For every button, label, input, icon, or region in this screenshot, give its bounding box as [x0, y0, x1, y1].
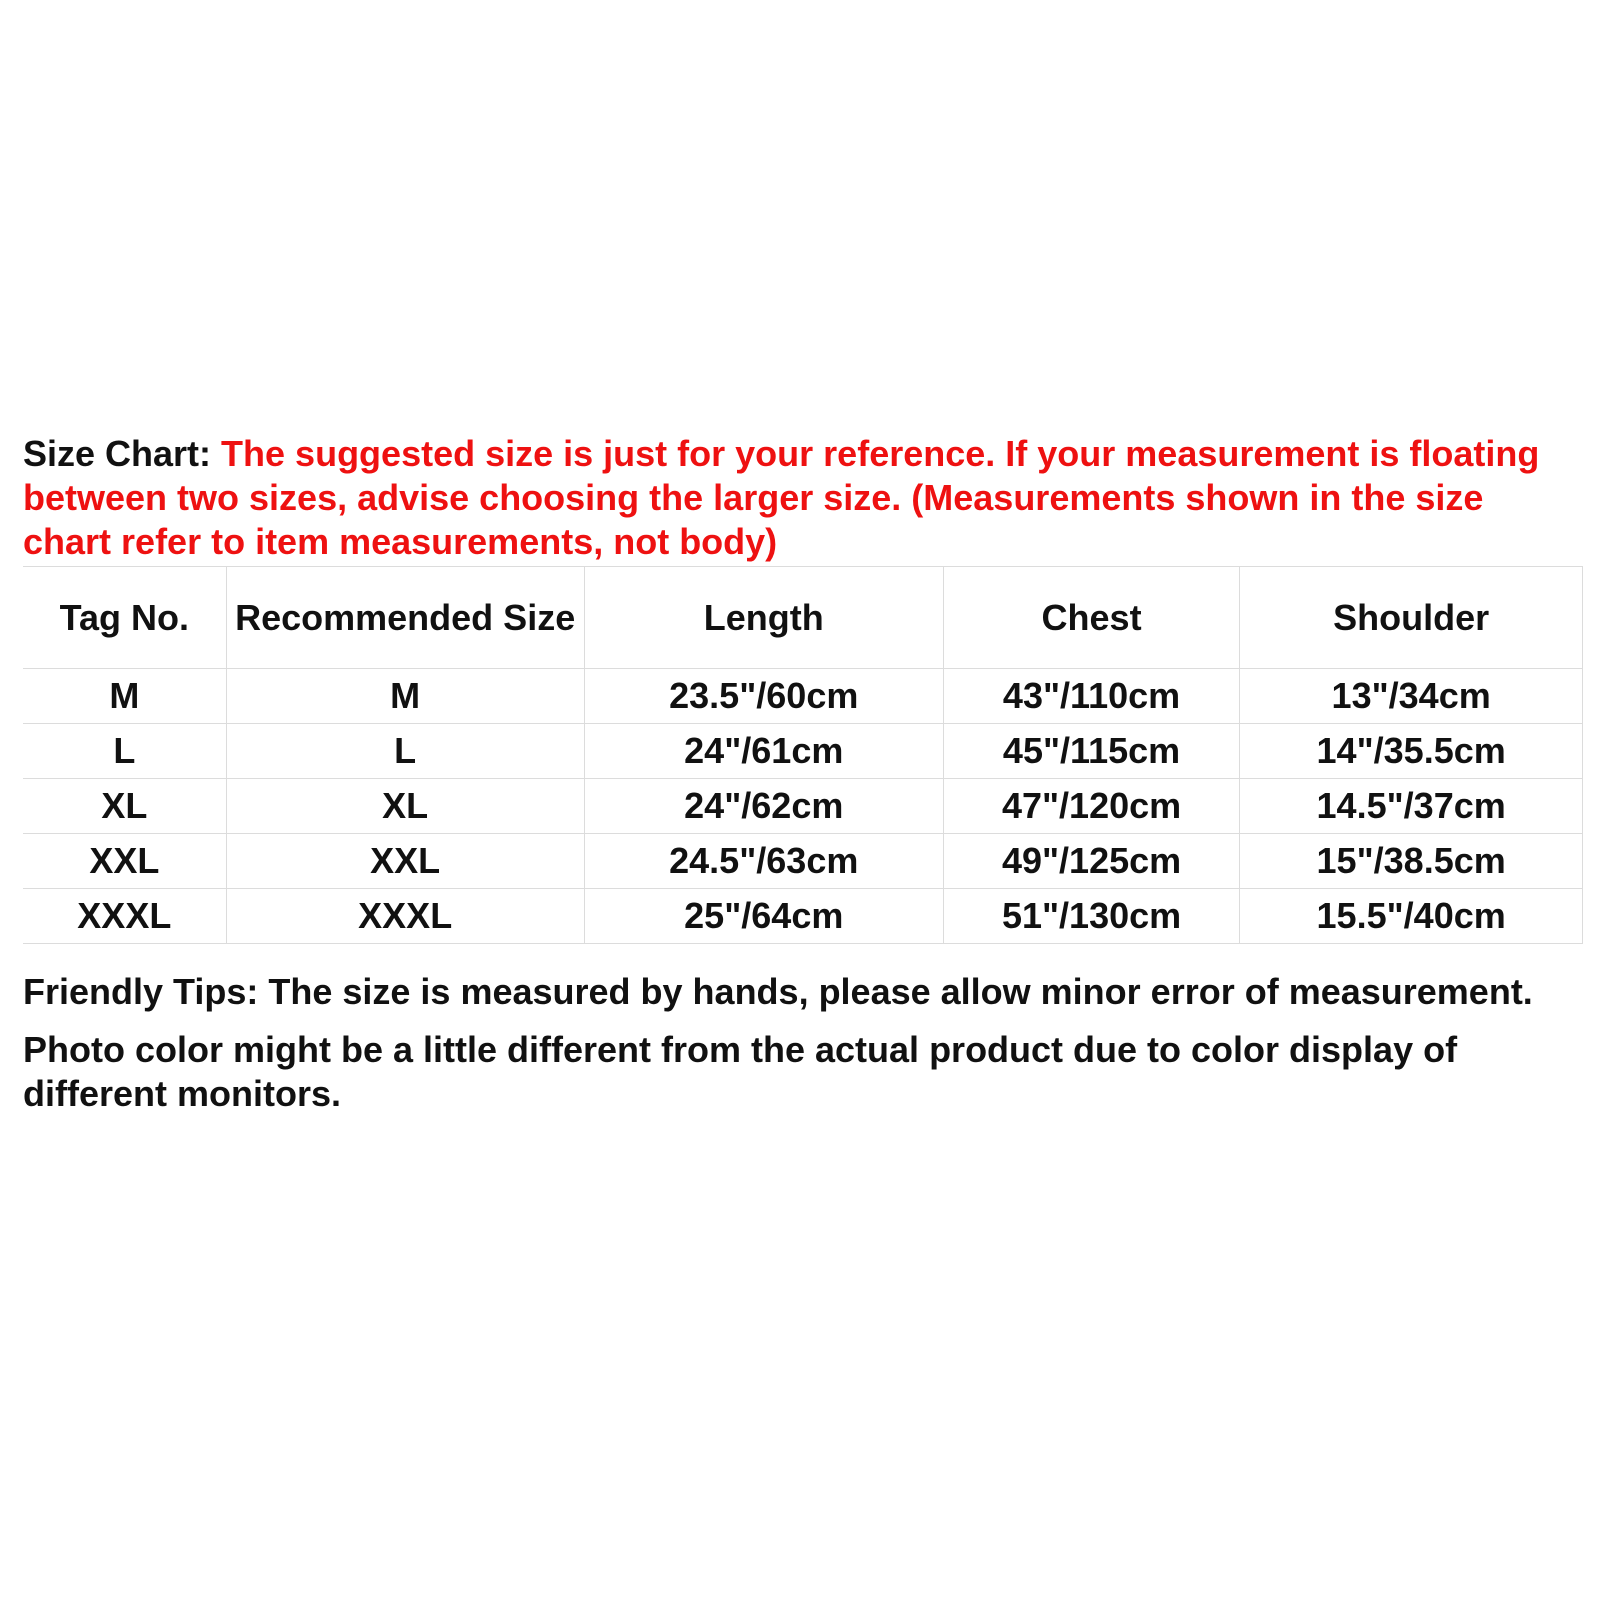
cell-recommended-size: XXXL — [226, 889, 584, 944]
table-row — [23, 724, 1583, 779]
table-row — [23, 834, 1583, 889]
cell-chest: 45"/115cm — [943, 724, 1240, 779]
table-row — [23, 889, 1583, 944]
table-row — [23, 669, 1583, 724]
cell-recommended-size: L — [226, 724, 584, 779]
header-length: Length — [584, 567, 943, 669]
cell-length: 24.5"/63cm — [584, 834, 943, 889]
table-header-row — [23, 567, 1583, 669]
cell-tag-no: L — [23, 724, 226, 779]
size-chart-label: Size Chart: — [23, 433, 222, 474]
cell-tag-no: XXL — [23, 834, 226, 889]
size-chart-sheet — [23, 432, 1583, 1130]
header-chest: Chest — [943, 567, 1240, 669]
cell-length: 25"/64cm — [584, 889, 943, 944]
cell-shoulder: 15.5"/40cm — [1240, 889, 1583, 944]
friendly-tips — [23, 970, 1563, 1116]
cell-recommended-size: M — [226, 669, 584, 724]
cell-recommended-size: XXL — [226, 834, 584, 889]
cell-shoulder: 14.5"/37cm — [1240, 779, 1583, 834]
cell-tag-no: XXXL — [23, 889, 226, 944]
header-recommended-size: Recommended Size — [226, 567, 584, 669]
size-chart-note: The suggested size is just for your reference. If your measurement is floating between two sizes, advise choosing the larger size. (Measurements shown in the size chart refer to item measurements, not body) — [23, 433, 1540, 562]
cell-length: 24"/61cm — [584, 724, 943, 779]
cell-tag-no: XL — [23, 779, 226, 834]
cell-tag-no: M — [23, 669, 226, 724]
cell-recommended-size: XL — [226, 779, 584, 834]
cell-length: 24"/62cm — [584, 779, 943, 834]
cell-shoulder: 14"/35.5cm — [1240, 724, 1583, 779]
cell-length: 23.5"/60cm — [584, 669, 943, 724]
header-tag-no: Tag No. — [23, 567, 226, 669]
tip-measurement: Friendly Tips: The size is measured by hands, please allow minor error of measurement. — [23, 971, 1533, 1012]
size-table — [23, 566, 1583, 944]
cell-shoulder: 15"/38.5cm — [1240, 834, 1583, 889]
table-row — [23, 779, 1583, 834]
cell-shoulder: 13"/34cm — [1240, 669, 1583, 724]
cell-chest: 43"/110cm — [943, 669, 1240, 724]
header-shoulder: Shoulder — [1240, 567, 1583, 669]
size-chart-intro — [23, 432, 1563, 564]
cell-chest: 51"/130cm — [943, 889, 1240, 944]
cell-chest: 49"/125cm — [943, 834, 1240, 889]
tip-photo-color: Photo color might be a little different from the actual product due to color display of different monitors. — [23, 1029, 1458, 1114]
cell-chest: 47"/120cm — [943, 779, 1240, 834]
